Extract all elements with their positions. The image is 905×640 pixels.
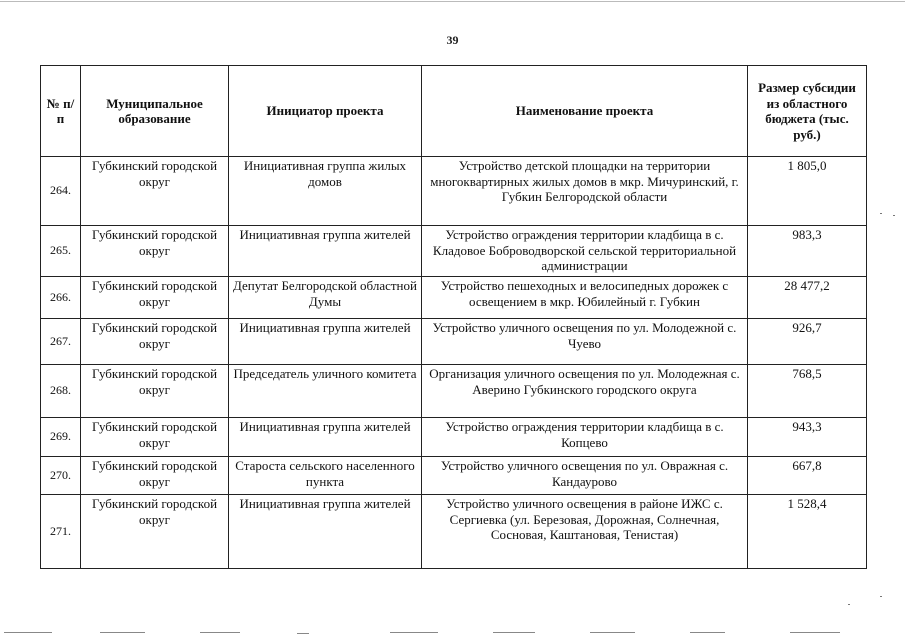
- page-number: 39: [446, 33, 459, 47]
- scan-speck: [880, 213, 882, 214]
- subsidy-table: [40, 65, 867, 569]
- scan-artifact-bottom: [690, 632, 725, 633]
- scan-artifact-bottom: [590, 632, 635, 633]
- project-name-cell: Устройство уличного освещения в районе ИЖС с. Сергиевка (ул. Березовая, Дорожная, Солнечная, Сосновая, Каштановая, Тенистая): [422, 495, 748, 569]
- row-number: 270.: [41, 457, 81, 495]
- table-row: [41, 157, 867, 226]
- scan-artifact-bottom: [790, 632, 840, 633]
- row-number: 271.: [41, 495, 81, 569]
- row-number: 268.: [41, 365, 81, 418]
- project-name-cell: Устройство уличного освещения по ул. Овражная с. Кандаурово: [422, 457, 748, 495]
- row-number: 264.: [41, 157, 81, 226]
- subsidy-cell: 28 477,2: [748, 277, 867, 319]
- project-name-cell: Устройство уличного освещения по ул. Молодежной с. Чуево: [422, 319, 748, 365]
- initiator-cell: Инициативная группа жилых домов: [229, 157, 422, 226]
- municipality-cell: Губкинский городской округ: [81, 226, 229, 277]
- initiator-cell: Председатель уличного комитета: [229, 365, 422, 418]
- municipality-cell: Губкинский городской округ: [81, 157, 229, 226]
- municipality-cell: Губкинский городской округ: [81, 495, 229, 569]
- initiator-cell: Инициативная группа жителей: [229, 319, 422, 365]
- table-row: [41, 365, 867, 418]
- subsidy-cell: 768,5: [748, 365, 867, 418]
- row-number: 267.: [41, 319, 81, 365]
- scan-artifact-bottom: [200, 632, 240, 633]
- header-initiator: Инициатор проекта: [229, 66, 422, 157]
- scan-artifact-bottom: [390, 632, 438, 633]
- municipality-cell: Губкинский городской округ: [81, 418, 229, 457]
- scan-artifact-bottom: [493, 632, 535, 633]
- row-number: 269.: [41, 418, 81, 457]
- table-row: [41, 495, 867, 569]
- project-name-cell: Устройство детской площадки на территории многоквартирных жилых домов в мкр. Мичуринский, г. Губкин Белгородской области: [422, 157, 748, 226]
- subsidy-cell: 1 805,0: [748, 157, 867, 226]
- initiator-cell: Староста сельского населенного пункта: [229, 457, 422, 495]
- table-row: [41, 418, 867, 457]
- project-name-cell: Устройство пешеходных и велосипедных дорожек с освещением в мкр. Юбилейный г. Губкин: [422, 277, 748, 319]
- header-project-name: Наименование проекта: [422, 66, 748, 157]
- scan-speck: [848, 604, 850, 605]
- scan-artifact-bottom: [297, 633, 309, 634]
- table-row: [41, 319, 867, 365]
- project-name-cell: Устройство ограждения территории кладбища в с. Кладовое Боброводворской сельской территориальной администрации: [422, 226, 748, 277]
- municipality-cell: Губкинский городской округ: [81, 277, 229, 319]
- scan-artifact-bottom: [4, 632, 52, 633]
- row-number: 265.: [41, 226, 81, 277]
- scan-speck: [880, 596, 882, 597]
- initiator-cell: Депутат Белгородской областной Думы: [229, 277, 422, 319]
- municipality-cell: Губкинский городской округ: [81, 365, 229, 418]
- header-subsidy: Размер субсидии из областного бюджета (тыс. руб.): [748, 66, 867, 157]
- scan-speck: [893, 215, 895, 216]
- municipality-cell: Губкинский городской округ: [81, 457, 229, 495]
- subsidy-cell: 943,3: [748, 418, 867, 457]
- initiator-cell: Инициативная группа жителей: [229, 418, 422, 457]
- header-num: № п/п: [41, 66, 81, 157]
- initiator-cell: Инициативная группа жителей: [229, 495, 422, 569]
- municipality-cell: Губкинский городской округ: [81, 319, 229, 365]
- scan-artifact-bottom: [100, 632, 145, 633]
- subsidy-cell: 667,8: [748, 457, 867, 495]
- project-name-cell: Организация уличного освещения по ул. Молодежная с. Аверино Губкинского городского округа: [422, 365, 748, 418]
- table-header-row: [41, 66, 867, 157]
- table-row: [41, 277, 867, 319]
- header-municipality: Муниципальное образование: [81, 66, 229, 157]
- subsidy-cell: 1 528,4: [748, 495, 867, 569]
- subsidy-cell: 926,7: [748, 319, 867, 365]
- scan-artifact-top: [0, 1, 905, 2]
- project-name-cell: Устройство ограждения территории кладбища в с. Копцево: [422, 418, 748, 457]
- row-number: 266.: [41, 277, 81, 319]
- table-row: [41, 226, 867, 277]
- subsidy-cell: 983,3: [748, 226, 867, 277]
- table-row: [41, 457, 867, 495]
- initiator-cell: Инициативная группа жителей: [229, 226, 422, 277]
